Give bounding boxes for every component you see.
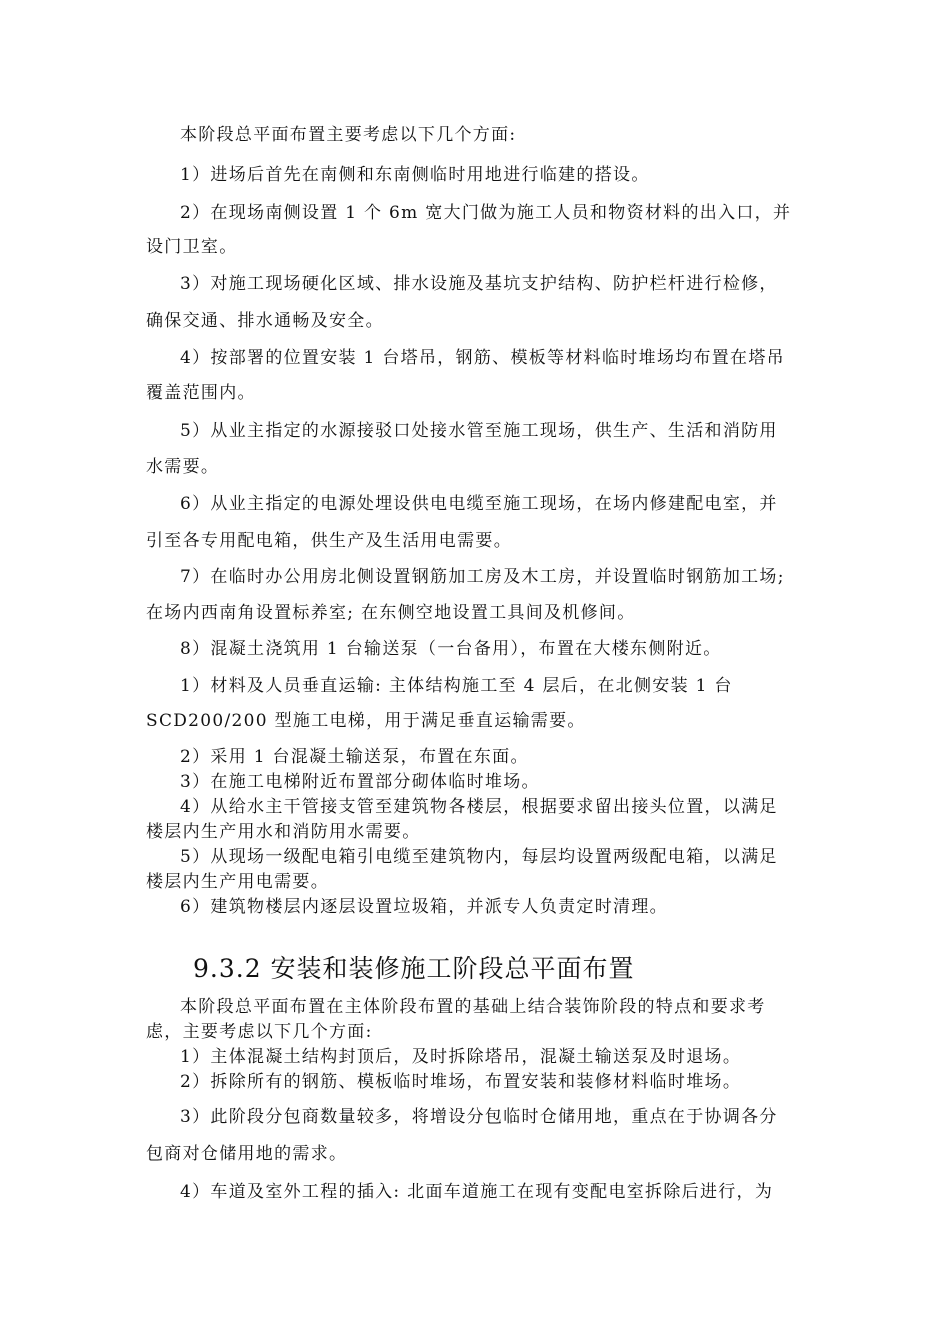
- paragraph-line: 6）建筑物楼层内逐层设置垃圾箱，并派专人负责定时清理。: [180, 897, 668, 917]
- paragraph-line: 5）从业主指定的水源接驳口处接水管至施工现场，供生产、生活和消防用: [180, 421, 778, 441]
- paragraph-line: 设门卫室。: [146, 237, 238, 257]
- paragraph-line: 8）混凝土浇筑用 1 台输送泵（一台备用），布置在大楼东侧附近。: [180, 639, 722, 659]
- section-heading: 9.3.2 安装和装修施工阶段总平面布置: [193, 954, 635, 983]
- paragraph-line: 楼层内生产用水和消防用水需要。: [146, 822, 421, 842]
- paragraph-line: 在场内西南角设置标养室; 在东侧空地设置工具间及机修间。: [146, 603, 636, 623]
- paragraph-line: 1）主体混凝土结构封顶后，及时拆除塔吊，混凝土输送泵及时退场。: [180, 1047, 742, 1067]
- paragraph-line: 3）在施工电梯附近布置部分砌体临时堆场。: [180, 772, 540, 792]
- paragraph-line: 4）车道及室外工程的插入: 北面车道施工在现有变配电室拆除后进行，为: [180, 1182, 774, 1202]
- paragraph-line: 4）按部署的位置安装 1 台塔吊，钢筋、模板等材料临时堆场均布置在塔吊: [180, 348, 785, 368]
- paragraph-line: 覆盖范围内。: [146, 383, 256, 403]
- paragraph-line: 7）在临时办公用房北侧设置钢筋加工房及木工房，并设置临时钢筋加工场;: [180, 567, 785, 587]
- paragraph-line: 5）从现场一级配电箱引电缆至建筑物内，每层均设置两级配电箱，以满足: [180, 847, 778, 867]
- paragraph-line: 3）对施工现场硬化区域、排水设施及基坑支护结构、防护栏杆进行检修，: [180, 274, 778, 294]
- paragraph-line: 2）采用 1 台混凝土输送泵，布置在东面。: [180, 747, 529, 767]
- paragraph-line: 本阶段总平面布置主要考虑以下几个方面:: [180, 125, 517, 145]
- paragraph-line: 引至各专用配电箱，供生产及生活用电需要。: [146, 531, 512, 551]
- paragraph-line: 确保交通、排水通畅及安全。: [146, 311, 384, 331]
- paragraph-line: 4）从给水主干管接支管至建筑物各楼层，根据要求留出接头位置，以满足: [180, 797, 778, 817]
- paragraph-line: 水需要。: [146, 457, 220, 477]
- paragraph-line: 本阶段总平面布置在主体阶段布置的基础上结合装饰阶段的特点和要求考: [180, 997, 766, 1017]
- paragraph-line: 楼层内生产用电需要。: [146, 872, 329, 892]
- paragraph-line: 2）在现场南侧设置 1 个 6m 宽大门做为施工人员和物资材料的出入口，并: [180, 203, 792, 223]
- paragraph-line: 包商对仓储用地的需求。: [146, 1144, 348, 1164]
- paragraph-line: 1）材料及人员垂直运输: 主体结构施工至 4 层后，在北侧安装 1 台: [180, 676, 733, 696]
- paragraph-line: 3）此阶段分包商数量较多，将增设分包临时仓储用地，重点在于协调各分: [180, 1107, 778, 1127]
- paragraph-line: 1）进场后首先在南侧和东南侧临时用地进行临建的搭设。: [180, 165, 650, 185]
- paragraph-line: SCD200/200 型施工电梯，用于满足垂直运输需要。: [146, 711, 586, 731]
- paragraph-line: 虑，主要考虑以下几个方面:: [146, 1022, 373, 1042]
- paragraph-line: 2）拆除所有的钢筋、模板临时堆场，布置安装和装修材料临时堆场。: [180, 1072, 742, 1092]
- paragraph-line: 6）从业主指定的电源处埋设供电电缆至施工现场，在场内修建配电室，并: [180, 494, 778, 514]
